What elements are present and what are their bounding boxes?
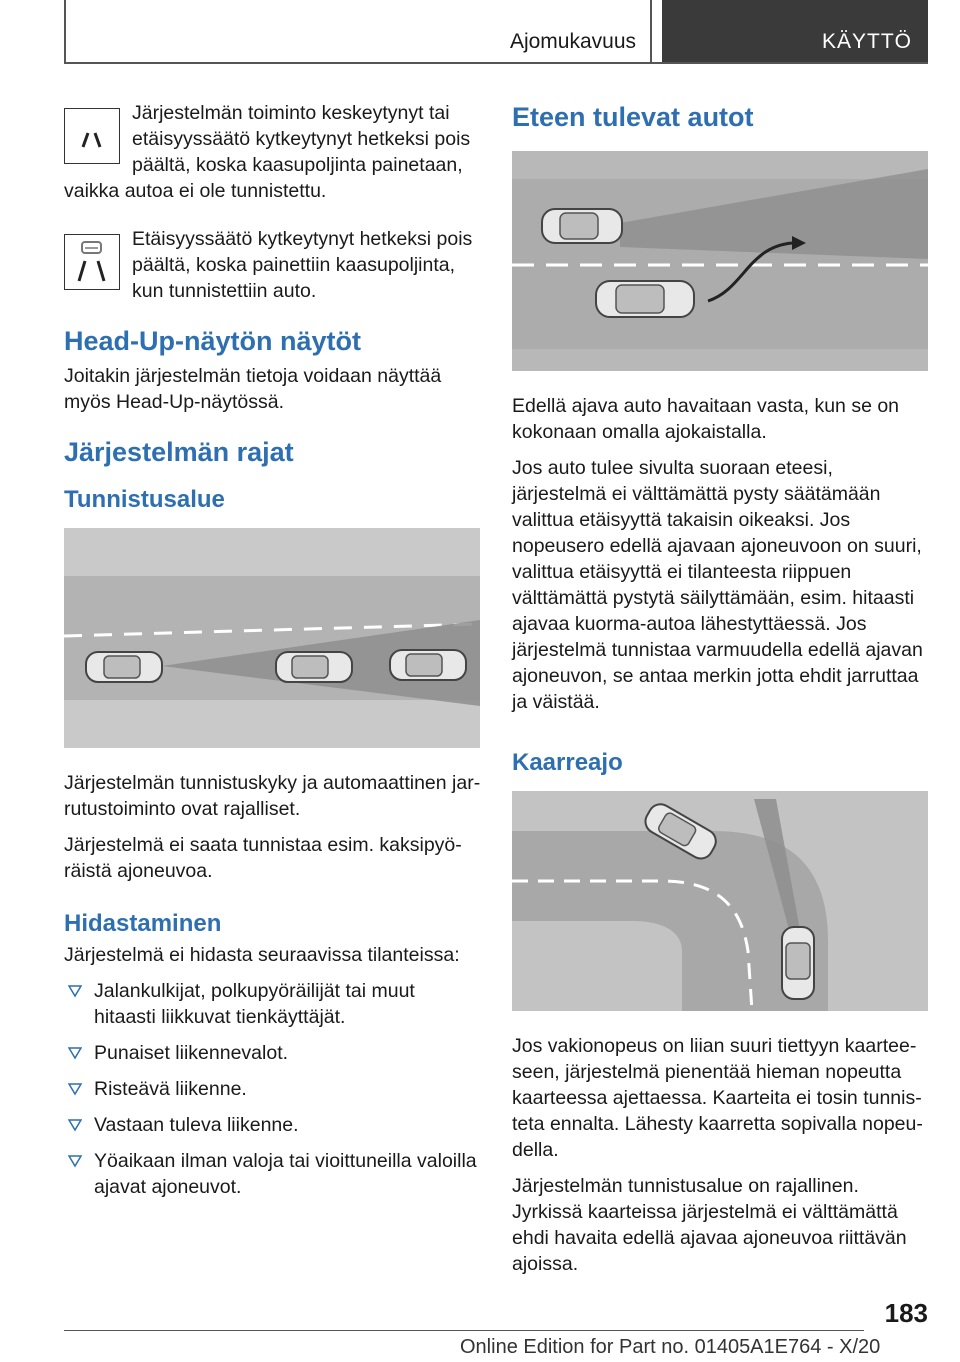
header-section-title: Ajomukavuus [509, 30, 636, 53]
detection-range-figure [64, 528, 480, 748]
cutin-text-2: Jos auto tulee sivulta suoraan eteesi, järjestelmä ei välttämättä pysty säätämään valittua etäisyyttä takaisin oikeaksi. Jos nopeusero edellä ajavaan ajoneuvoon on suuri, valittua etäisyyttä ei tilanteesta riippuen välttämättä pystytä säilyttämään, esim. hitaasti ajavaa kuorma-autoa lähestyttäessä. Jos järjestelmä tunnistaa varmuudella edellä ajavan ajoneuvon, se antaa merkin jotta ehdit jarruttaa ja väistää. [512, 457, 923, 713]
triangle-bullet-icon [68, 984, 82, 998]
detection-text-1: Järjestelmän tunnistuskyky ja automaattinen jarrutustoiminto ovat rajalliset. [64, 772, 481, 820]
car-ahead-2-icon [390, 650, 466, 680]
icon-note-1-text: Järjestelmän toiminto keskeytynyt tai etäisyyssäätö kytkeytynyt hetkeksi pois päältä, koska kaasupoljinta painetaan, vaikka autoa ei ole tunnistettu. [64, 102, 471, 202]
triangle-bullet-icon [68, 1082, 82, 1096]
list-item: Punaiset liikennevalot. [64, 1040, 482, 1066]
list-item: Jalankulkijat, polkupyöräilijät tai muut hitaasti liikkuvat tienkäyttäjät. [64, 978, 482, 1030]
own-car-icon [782, 927, 814, 999]
cutin-heading: Eteen tulevat autot [512, 102, 754, 132]
cutin-figure [512, 151, 928, 371]
curve-heading: Kaarreajo [512, 749, 623, 776]
edition-note: Online Edition for Part no. 01405A1E764 - X/20 [460, 1336, 881, 1358]
header-chapter-title: KÄYTTÖ [821, 30, 912, 53]
left-column [64, 100, 482, 1210]
hud-text: Joitakin järjestelmän tietoja voidaan näyttää myös Head-Up-näytössä. [64, 365, 442, 413]
icon-note-1 [64, 100, 482, 204]
header-section [66, 0, 652, 62]
triangle-bullet-icon [68, 1118, 82, 1132]
footer-divider [64, 1330, 864, 1331]
car-ahead-1-icon [276, 652, 352, 682]
curve-text-2: Järjestelmän tunnistusalue on rajallinen. Jyrkissä kaarteissa järjestelmä ei välttämättä ehdi havaita edellä ajavaa ajoneuvoa riittävän ajoissa. [512, 1175, 907, 1275]
list-item: Risteävä liikenne. [64, 1076, 482, 1102]
page-header [64, 0, 928, 64]
triangle-bullet-icon [68, 1046, 82, 1060]
lane-lines-icon [64, 108, 120, 164]
icon-note-2-text: Etäisyyssäätö kytkeytynyt hetkeksi pois päältä, koska painettiin kaasupoljinta, kun tunnistettiin auto. [132, 228, 473, 302]
list-item: Vastaan tuleva liikenne. [64, 1112, 482, 1138]
curve-text-1: Jos vakionopeus on liian suuri tiettyyn kaarteeseen, järjestelmä pienentää hieman nopeutta kaarteessa ajettaessa. Kaarteita ei tosin tunnisteta ennalta. Lähesty kaarretta sopivalla nopeudella. [512, 1035, 923, 1161]
car-lane-icon [64, 234, 120, 290]
limits-heading: Järjestelmän rajat [64, 437, 294, 467]
curve-figure [512, 791, 928, 1011]
cutin-text-1: Edellä ajava auto havaitaan vasta, kun se on kokonaan omalla ajokaistalla. [512, 395, 900, 443]
detection-heading: Tunnistusalue [64, 486, 225, 513]
header-chapter [662, 0, 928, 62]
detection-text-2: Järjestelmä ei saata tunnistaa esim. kaksipyöräistä ajoneuvoa. [64, 834, 462, 882]
own-car-icon [542, 209, 622, 243]
slowing-list [64, 978, 482, 1200]
right-column [512, 100, 930, 1287]
own-car-icon [86, 652, 162, 682]
page-number: 183 [884, 1298, 928, 1328]
hud-heading: Head-Up-näytön näytöt [64, 326, 361, 356]
list-item: Yöaikaan ilman valoja tai vioittuneilla valoilla ajavat ajoneuvot. [64, 1148, 482, 1200]
slowing-intro: Järjestelmä ei hidasta seuraavissa tilanteissa: [64, 944, 460, 966]
triangle-bullet-icon [68, 1154, 82, 1168]
cutting-in-car-icon [596, 281, 694, 317]
slowing-heading: Hidastaminen [64, 910, 222, 937]
icon-note-2 [64, 226, 482, 304]
